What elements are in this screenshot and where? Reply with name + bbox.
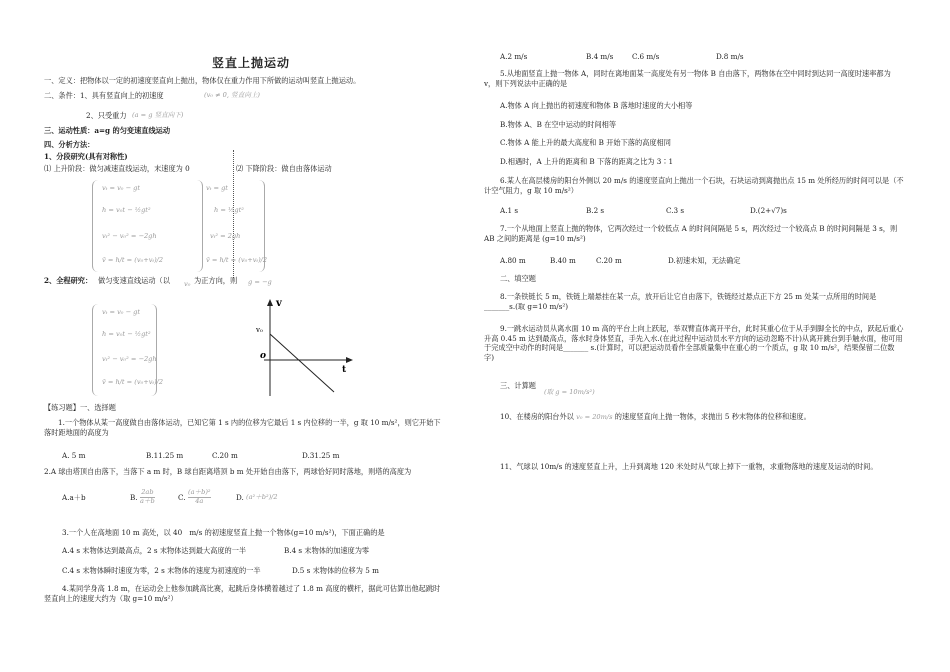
graph-label-o: o bbox=[260, 351, 267, 361]
q1-opt-d: D.31.25 m bbox=[302, 451, 340, 460]
q7-opt-c: C.20 m bbox=[596, 256, 622, 265]
condition-2-eq: (a = g 竖直向下) bbox=[132, 111, 184, 119]
motion-property: 三、运动性质：a=g 的匀变速直线运动 bbox=[44, 126, 171, 135]
graph-label-v: v bbox=[276, 298, 282, 309]
q4-opt-c: C.6 m/s bbox=[632, 52, 660, 61]
q7-opt-b: B.40 m bbox=[550, 256, 576, 265]
whole-text: 做匀变速直线运动（以 bbox=[98, 276, 170, 285]
calc-note: (取 g = 10m/s²) bbox=[544, 388, 595, 396]
brace-whole bbox=[92, 304, 99, 396]
q2-opt-b: B. bbox=[130, 493, 138, 502]
fill-heading: 二、填空题 bbox=[500, 274, 536, 283]
q2-frac-c bbox=[188, 489, 211, 506]
q1-opt-b: B.11.25 m bbox=[146, 451, 184, 460]
q6-opt-a: A.1 s bbox=[500, 206, 519, 215]
q7-opt-a: A.80 m bbox=[500, 256, 526, 265]
graph-label-t: t bbox=[342, 365, 347, 375]
down-eq-1: vₜ = gt bbox=[206, 184, 228, 192]
whole-eq-4: v̄ = h/t = (v₀+vₜ)/2 bbox=[102, 378, 164, 386]
down-eq-3: vₜ² = 2gh bbox=[210, 232, 241, 240]
q3-opt-d: D.5 s 末物体的位移为 5 m bbox=[292, 566, 379, 575]
condition-1-eq: (v₀ ≠ 0, 竖直向上) bbox=[204, 91, 260, 99]
q6-opt-c: C.3 s bbox=[666, 206, 685, 215]
q4-opt-d: D.8 m/s bbox=[716, 52, 744, 61]
q10-v0: v₀ = 20m/s bbox=[576, 413, 613, 421]
q1-opt-c: C.20 m bbox=[212, 451, 238, 460]
whole-eq-3: vₜ² − v₀² = −2gh bbox=[102, 355, 157, 363]
segment-down: ⑵ 下降阶段：做自由落体运动 bbox=[236, 164, 332, 173]
question-3: 3.一个人在高地面 10 m 高处，以 40 m/s 的初速度竖直上抛一个物体(g=10 m/s²)，下面正确的是 bbox=[62, 528, 385, 537]
q2-frac-b bbox=[140, 489, 155, 506]
graph-t-arrow bbox=[346, 357, 353, 363]
q10-text-b: 的速度竖直向上抛一物体，求抛出 5 秒末物体的位移和速度。 bbox=[614, 412, 811, 421]
question-5: 5.从地面竖直上抛一物体 A，同时在离地面某一高度处有另一物体 B 自由落下，两物体在空中同时到达同一高度时速率都为 v，则下列说法中正确的是 bbox=[484, 69, 891, 88]
q2-frac-b-den: a＋b bbox=[140, 496, 155, 505]
q2-opt-a: A.a＋b bbox=[62, 493, 86, 502]
condition-1: 二、条件：1、具有竖直向上的初速度 bbox=[44, 91, 164, 100]
whole-v0: v₀ bbox=[184, 280, 191, 288]
q6-opt-d: D.(2+√7)s bbox=[750, 206, 787, 215]
q1-opt-a: A. 5 m bbox=[62, 451, 86, 460]
q2-opt-d: D. bbox=[236, 493, 244, 502]
up-eq-3: vₜ² − v₀² = −2gh bbox=[102, 232, 157, 240]
down-eq-2: h = ½gt² bbox=[214, 206, 244, 214]
graph-line bbox=[270, 334, 334, 392]
q2-frac-d: (a²＋b²)/2 bbox=[246, 493, 278, 501]
q3-opt-b: B.4 s 末物体的加速度为零 bbox=[284, 546, 370, 555]
question-7: 7.一个从地面上竖直上抛的物体，它两次经过一个较低点 A 的时间间隔是 5 s，两次经过一个较高点 B 的时间间隔是 3 s，则 AB 之间的距离是 (g=10 m/s²) bbox=[484, 224, 898, 243]
question-8: 8.一条铁链长 5 m，铁链上端悬挂在某一点，放开后让它自由落下，铁链经过悬点正下方 25 m 处某一点所用的时间是_______s.(取 g=10 m/s²) bbox=[484, 292, 877, 311]
whole-heading: 2、全程研究： bbox=[44, 276, 93, 285]
up-eq-4: v̄ = h/t = (v₀+vₜ)/2 bbox=[102, 256, 164, 264]
q5-opt-b: B.物体 A、B 在空中运动的时间相等 bbox=[500, 120, 617, 129]
question-10 bbox=[500, 412, 811, 422]
question-11: 11、气球以 10m/s 的速度竖直上升，上升到离地 120 米处时从气球上掉下一重物，求重物落地的速度及运动的时间。 bbox=[500, 462, 878, 471]
q2-frac-c-num: (a＋b)² bbox=[188, 488, 211, 496]
question-4: 4.某同学身高 1.8 m，在运动会上他参加跳高比赛，起跳后身体横着越过了 1.8 m 高度的横杆，据此可估算出他起跳时竖直向上的速度大约为（取 g=10 m/s²） bbox=[44, 584, 441, 603]
question-1: 1.一个物体从某一高度做自由落体运动，已知它第 1 s 内的位移为它最后 1 s 内位移的一半，g 取 10 m/s²，则它开始下落时距地面的高度为 bbox=[44, 418, 441, 437]
q5-opt-d: D.相遇时，A 上升的距离和 B 下落的距离之比为 3∶1 bbox=[500, 157, 674, 166]
definition: 一、定义：把物体以一定的初速度竖直向上抛出，物体仅在重力作用下所做的运动叫竖直上抛运动。 bbox=[44, 76, 361, 85]
graph-label-v0: v₀ bbox=[256, 326, 263, 334]
analysis-method: 四、分析方法： bbox=[44, 140, 95, 149]
q10-text-a: 10、在楼房的阳台外以 bbox=[500, 412, 574, 421]
exercise-heading: 【练习题】一、选择题 bbox=[44, 403, 116, 412]
q4-opt-b: B.4 m/s bbox=[586, 52, 614, 61]
down-eq-4: v̄ = h/t = (v₀+vₜ)/2 bbox=[206, 256, 268, 264]
q4-opt-a: A.2 m/s bbox=[500, 52, 528, 61]
brace-up-right bbox=[196, 180, 203, 272]
q3-opt-a: A.4 s 末物体达到最高点，2 s 末物体达到最大高度的一半 bbox=[62, 546, 247, 555]
vt-graph bbox=[250, 296, 360, 402]
q2-frac-c-den: 4a bbox=[195, 496, 204, 505]
whole-eq-2: h = v₀t − ½gt² bbox=[102, 330, 151, 338]
brace-up bbox=[92, 180, 99, 272]
page-title: 竖直上抛运动 bbox=[212, 56, 291, 70]
segment-heading: 1、分段研究(具有对称性) bbox=[44, 152, 128, 161]
graph-v-arrow bbox=[267, 299, 273, 306]
calc-heading: 三、计算题 bbox=[500, 381, 536, 390]
whole-text-2: 为正方向，则 bbox=[194, 276, 238, 285]
question-6: 6.某人在高层楼房的阳台外侧以 20 m/s 的速度竖直向上抛出一个石块，石块运动到离抛出点 15 m 处所经历的时间可以是（不计空气阻力，g 取 10 m/s²） bbox=[484, 176, 904, 195]
up-eq-2: h = v₀t − ½gt² bbox=[102, 206, 151, 214]
q6-opt-b: B.2 s bbox=[586, 206, 605, 215]
q5-opt-c: C.物体 A 能上升的最大高度和 B 开始下落的高度相同 bbox=[500, 138, 671, 147]
condition-2: 2、只受重力 bbox=[86, 111, 127, 120]
up-eq-1: vₜ = v₀ − gt bbox=[102, 184, 141, 192]
whole-eq-1: vₜ = v₀ − gt bbox=[102, 308, 141, 316]
segment-up: ⑴ 上升阶段：做匀减速直线运动，末速度为 0 bbox=[44, 164, 190, 173]
q7-opt-d: D.初速未知，无法确定 bbox=[668, 256, 741, 265]
q5-opt-a: A.物体 A 向上抛出的初速度和物体 B 落地时速度的大小相等 bbox=[500, 101, 693, 110]
q3-opt-c: C.4 s 末物体瞬时速度为零，2 s 末物体的速度为初速度的一半 bbox=[62, 566, 261, 575]
question-9: 9.一跳水运动员从离水面 10 m 高的平台上向上跃起，举双臂直体离开平台，此时其重心位于从手到脚全长的中点，跃起后重心升高 0.45 m 达到最高点，落水时身体竖直，手先入水.(在此过程中运动员水平方向的运动忽略不计)从离开跳台到手触水面，他可用于完成空中动作的时间是_______ s.(计算时，可以把运动员看作全部质量集中在重心的一个质点，g 取 10 m/s²，结果保留二位数字) bbox=[484, 324, 904, 363]
q2-opt-c: C. bbox=[178, 493, 186, 502]
q2-frac-b-num: 2ab bbox=[141, 488, 154, 496]
question-2: 2.A 球由塔顶自由落下，当落下 a m 时，B 球自距离塔顶 b m 处开始自由落下，两球恰好同时落地，则塔的高度为 bbox=[44, 467, 412, 476]
whole-g: g = −g bbox=[248, 278, 272, 286]
